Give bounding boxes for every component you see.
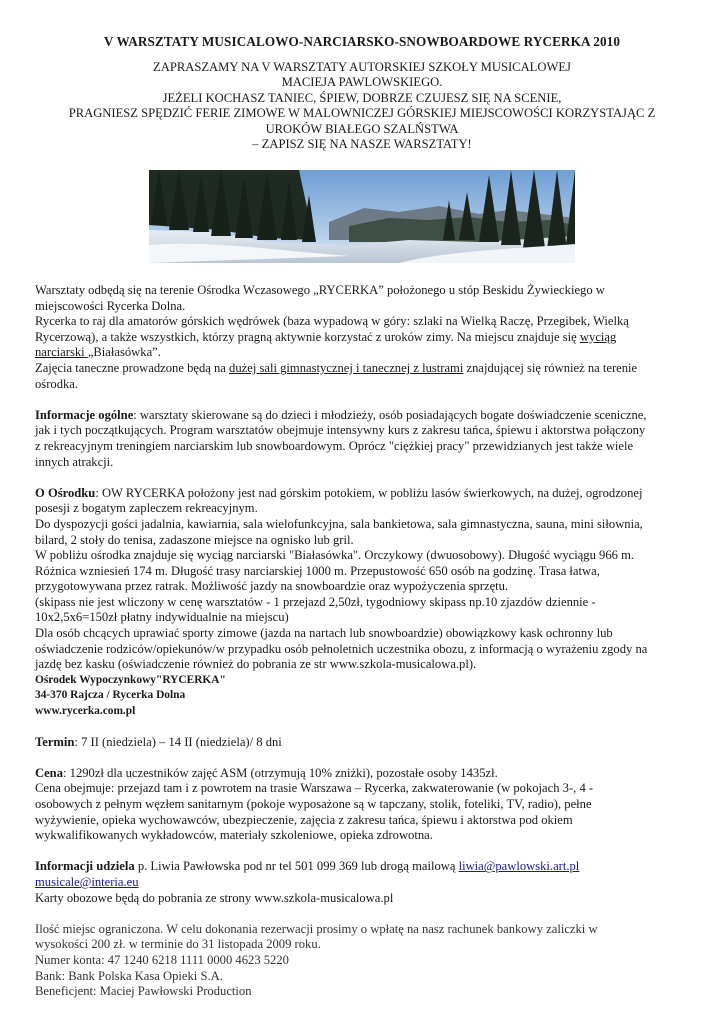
section-label: Informacje ogólne: [35, 407, 134, 422]
text-span: Zajęcia taneczne prowadzone będą na: [35, 360, 230, 375]
text-line: z rekreacyjnym treningiem narciarskim lub snowboardowym. Oprócz "ciężkiej pracy" przewidzianych jest także wiele: [35, 438, 634, 453]
text-line: Do dyspozycji gości jadalnia, kawiarnia, sala wielofunkcyjna, sala bankietowa, sala gimnastyczna, sauna, mini siłownia,: [35, 516, 643, 531]
resort-website: www.rycerka.com.pl: [35, 704, 136, 717]
text-line: [35, 345, 695, 361]
text-line: [35, 408, 695, 424]
text-line: jazdę bez kasku (oświadczenie również do pobrania ze str www.szkola-musicalowa.pl).: [35, 657, 477, 672]
intro-line: UROKÓW BIAŁEGO SZALŃSTWA: [265, 121, 459, 136]
text-line: przygotowywana przez ratrak. Możliwość jazdy na snowboardzie oraz wypożyczenia sprzętu.: [35, 579, 509, 594]
text-span: Rycerzową), a także wszystkich, którzy pragną aktywnie korzystać z uroków zimy. Na miejscu znajduje się: [35, 329, 580, 344]
text-line: Ilość miejsc ograniczona. W celu dokonania rezerwacji prosimy o wpłatę na nasz rachunek bankowy zaliczki w: [35, 921, 598, 936]
paragraph-booking: [35, 922, 695, 1000]
lift-link[interactable]: narciarski: [35, 345, 88, 360]
text-line: oświadczenie rodziców/opiekunów/w przypadku osób pełnoletnich uczestnika obozu, z informacją o wyrażeniu zgody na: [35, 641, 648, 656]
section-label: Termin: [35, 734, 75, 749]
text-line: [35, 766, 695, 782]
email-link[interactable]: liwia@pawlowski.art.pl: [458, 859, 580, 874]
text-line: wysokości 200 zł. w terminie do 31 listopada 2009 roku.: [35, 937, 321, 952]
text-line: [35, 330, 695, 346]
text-line: innych atrakcji.: [35, 454, 114, 469]
mountain-panorama-photo: [149, 170, 575, 263]
text-line: Warsztaty odbędą się na terenie Ośrodka Wczasowego „RYCERKA” położonego u stóp Beskidu Żywieckiego w: [35, 283, 605, 297]
text-line: [35, 875, 695, 891]
paragraph-dates: [35, 735, 695, 751]
lift-link[interactable]: wyciąg: [579, 329, 617, 344]
text-span: : 7 II (niedziela) – 14 II (niedziela)/ 8 dni: [74, 734, 282, 749]
text-line: miejscowości Rycerka Dolna.: [35, 298, 186, 313]
paragraph-resort: [35, 486, 695, 719]
section-label: O Ośrodku: [35, 485, 96, 500]
intro-line: JEŻELI KOCHASZ TANIEC, ŚPIEW, DOBRZE CZUJESZ SIĘ NA SCENIE,: [162, 90, 562, 105]
intro-block: [30, 60, 694, 152]
text-line: Karty obozowe będą do pobrania ze strony www.szkola-musicalowa.pl: [35, 890, 394, 905]
intro-line: PRAGNIESZ SPĘDZIĆ FERIE ZIMOWE W MALOWNICZEJ GÓRSKIEJ MIEJSCOWOŚCI KORZYSTAJĄC Z: [68, 106, 656, 121]
text-span: p. Liwia Pawłowska pod nr tel 501 099 369 lub drogą mailową: [134, 859, 459, 874]
resort-address: 34-370 Rajcza / Rycerka Dolna: [35, 689, 186, 702]
section-label: Informacji udziela: [35, 859, 135, 874]
beneficiary: Beneficjent: Maciej Pawłowski Production: [35, 984, 252, 999]
text-line: Dla osób chcących uprawiać sporty zimowe (jazda na nartach lub snowboardzie) obowiązkowy kask ochronny lub: [35, 626, 613, 641]
account-number: Numer konta: 47 1240 6218 1111 0000 4623 5220: [35, 952, 289, 967]
text-line: Cena obejmuje: przejazd tam i z powrotem na trasie Warszawa – Rycerka, zakwaterowanie (w pokojach 3-, 4 -: [35, 781, 594, 796]
text-line: wyżywienie, opieka wychowawców, ubezpieczenie, zajęcia z zakresu tańca, śpiewu i aktorstwa pod okiem: [35, 812, 573, 827]
text-line: wykwalifikowanych wykładowców, materiały szkoleniowe, opieka zdrowotna.: [35, 828, 433, 843]
text-line: (skipass nie jest wliczony w cenę warsztatów - 1 przejazd 2,50zł, tygodniowy skipass np.10 zjazdów dziennie -: [35, 594, 596, 609]
text-span: : 1290zł dla uczestników zajęć ASM (otrzymują 10% zniżki), pozostałe osoby 1435zł.: [63, 765, 498, 780]
text-line: ośrodka.: [35, 376, 79, 391]
text-line: [35, 361, 695, 377]
text-line: [35, 859, 695, 875]
paragraph-contact: [35, 859, 695, 906]
text-line: 10x2,5x6=150zł płatny indywidualnie na miejscu): [35, 610, 289, 625]
text-line: jak i tych początkujących. Program warsztatów obejmuje intensywny kurs z zakresu tańca, śpiewu i aktorstwa połączony: [35, 423, 646, 438]
document-body: [35, 283, 695, 1015]
intro-line: – ZAPISZ SIĘ NA NASZE WARSZTATY!: [252, 137, 472, 152]
text-line: W pobliżu ośrodka znajduje się wyciąg narciarski "Białasówka". Orczykowy (dwuosobowy). Długość wyciągu 966 m.: [35, 548, 635, 563]
text-span: „Białasówka”.: [87, 345, 161, 360]
text-span: znajdującej się również na terenie: [463, 360, 638, 375]
page-title: V WARSZTATY MUSICALOWO-NARCIARSKO-SNOWBOARDOWE RYCERKA 2010: [103, 34, 621, 49]
text-line: Rycerka to raj dla amatorów górskich wędrówek (baza wypadową w góry: szlaki na Wielką Raczę, Przegibek, Wielką: [35, 314, 629, 329]
resort-name: Ośrodek Wypoczynkowy"RYCERKA": [35, 673, 226, 686]
paragraph-price: [35, 766, 695, 844]
text-line: bilard, 2 stoły do tenisa, zadaszone miejsce na ognisko lub gril.: [35, 532, 354, 547]
bank-name: Bank: Bank Polska Kasa Opieki S.A.: [35, 968, 223, 983]
intro-line: ZAPRASZAMY NA V WARSZTATY AUTORSKIEJ SZKOŁY MUSICALOWEJ: [153, 60, 571, 74]
paragraph-location: [35, 283, 695, 392]
text-line: osobowych z pełnym węzłem sanitarnym (pokoje wyposażone są w tapczany, stolik, foteliki, TV, radio), pełne: [35, 797, 592, 812]
text-line: [35, 486, 695, 502]
intro-line: MACIEJA PAWLOWSKIEGO.: [281, 75, 443, 90]
text-line: posesji z bogatym zapleczem rekreacyjnym.: [35, 501, 258, 516]
text-line: Różnica wzniesień 174 m. Długość trasy narciarskiej 1000 m. Przepustowość 650 osób na godzinę. Trasa łatwa,: [35, 563, 600, 578]
text-span: : OW RYCERKA położony jest nad górskim potokiem, w pobliżu lasów świerkowych, na dużej, ogrodzonej: [95, 485, 643, 500]
paragraph-general-info: [35, 408, 695, 470]
text-span: : warsztaty skierowane są do dzieci i młodzieży, osób posiadających bogate doświadczenie sceniczne,: [133, 407, 647, 422]
hall-link[interactable]: dużej sali gimnastycznej i tanecznej z lustrami: [229, 360, 464, 375]
section-label: Cena: [35, 765, 63, 780]
email-link[interactable]: musicale@interia.eu: [35, 875, 139, 889]
